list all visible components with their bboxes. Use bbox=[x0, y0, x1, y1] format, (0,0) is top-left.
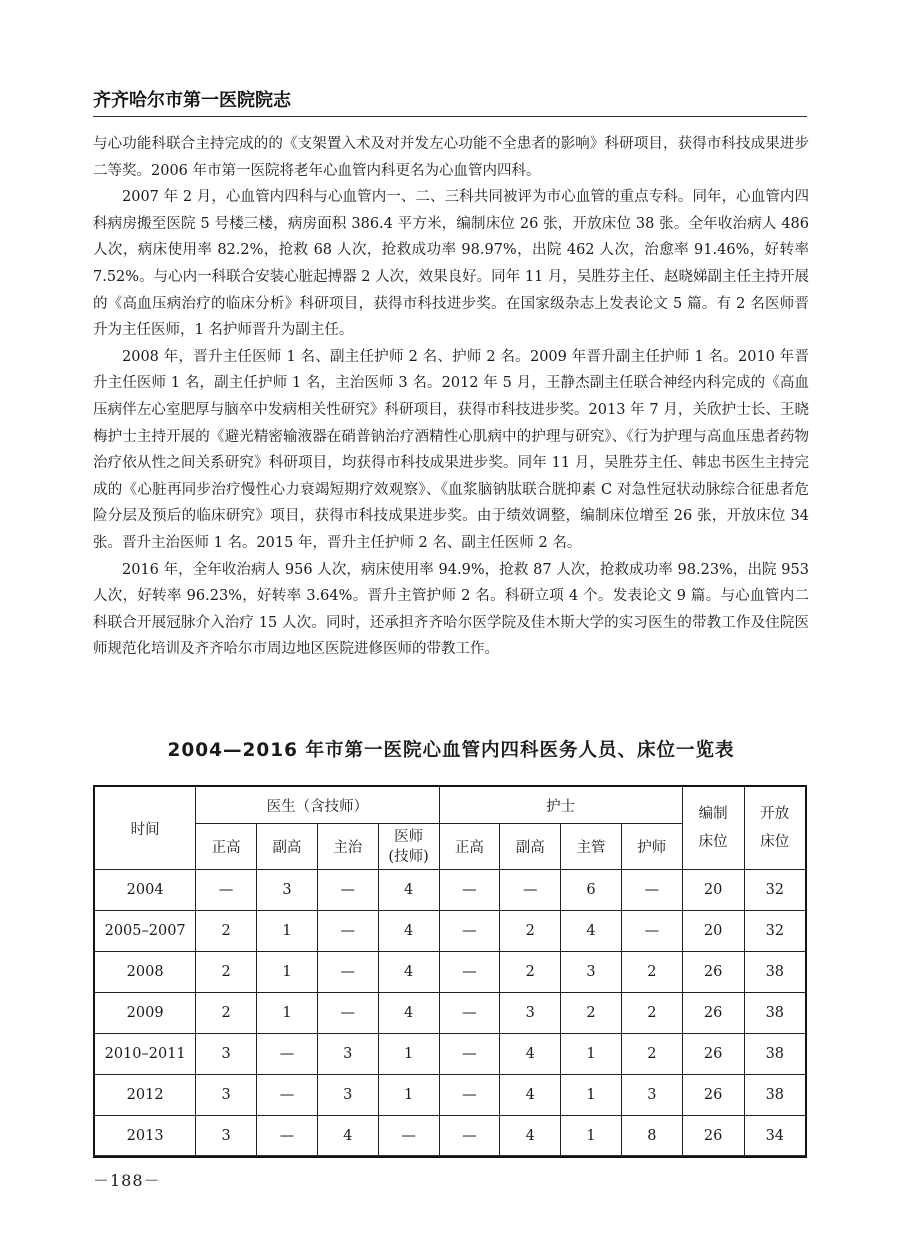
value-cell: — bbox=[439, 1116, 500, 1158]
doctor-col-header: 主治 bbox=[317, 824, 378, 870]
value-cell: 3 bbox=[317, 1075, 378, 1116]
value-cell: 4 bbox=[500, 1075, 561, 1116]
time-header: 时间 bbox=[94, 786, 196, 870]
value-cell: 3 bbox=[317, 1034, 378, 1075]
value-cell: 20 bbox=[682, 911, 744, 952]
doctor-col-header: 副高 bbox=[257, 824, 318, 870]
value-cell: 34 bbox=[744, 1116, 806, 1158]
planned-beds-header bbox=[682, 786, 744, 870]
value-cell: 3 bbox=[196, 1034, 257, 1075]
value-cell: 6 bbox=[561, 870, 622, 911]
value-cell: 26 bbox=[682, 952, 744, 993]
table-row bbox=[94, 993, 806, 1034]
value-cell: — bbox=[439, 1034, 500, 1075]
year-cell: 2010–2011 bbox=[94, 1034, 196, 1075]
year-cell: 2009 bbox=[94, 993, 196, 1034]
table-title: 2004—2016 年市第一医院心血管内四科医务人员、床位一览表 bbox=[167, 740, 735, 761]
footer-rule bbox=[93, 1155, 807, 1156]
nurse-col-header: 主管 bbox=[561, 824, 622, 870]
value-cell: 4 bbox=[378, 993, 439, 1034]
value-cell: 3 bbox=[196, 1116, 257, 1158]
open-beds-label: 开放床位 bbox=[760, 806, 790, 850]
value-cell: — bbox=[378, 1116, 439, 1158]
value-cell: 26 bbox=[682, 1034, 744, 1075]
value-cell: 38 bbox=[744, 1034, 806, 1075]
value-cell: — bbox=[317, 870, 378, 911]
table-row bbox=[94, 1034, 806, 1075]
body-text bbox=[93, 131, 809, 663]
value-cell: — bbox=[621, 911, 682, 952]
value-cell: 1 bbox=[257, 911, 318, 952]
value-cell: 2 bbox=[196, 911, 257, 952]
book-title: 齐齐哈尔市第一医院院志 bbox=[93, 90, 291, 111]
value-cell: 4 bbox=[561, 911, 622, 952]
value-cell: 1 bbox=[561, 1116, 622, 1158]
table-row bbox=[94, 1075, 806, 1116]
year-cell: 2012 bbox=[94, 1075, 196, 1116]
value-cell: 4 bbox=[378, 952, 439, 993]
value-cell: 4 bbox=[317, 1116, 378, 1158]
value-cell: — bbox=[257, 1034, 318, 1075]
value-cell: 2 bbox=[500, 911, 561, 952]
value-cell: 2 bbox=[621, 1034, 682, 1075]
value-cell: 20 bbox=[682, 870, 744, 911]
year-cell: 2005–2007 bbox=[94, 911, 196, 952]
doctor-col-header: 医师(技师) bbox=[378, 824, 439, 870]
value-cell: 32 bbox=[744, 911, 806, 952]
paragraph: 2016 年，全年收治病人 956 人次，病床使用率 94.9%，抢救 87 人次，抢救成功率 98.23%，出院 953 人次，好转率 96.23%，好转率 3.64%。晋升主管护师 2 名。科研立项 4 个。发表论文 9 篇。与心血管内二科联合开展冠脉介入治疗 15 人次。同时，还承担齐齐哈尔医学院及佳木斯大学的实习医生的带教工作及住院医师规范化培训及齐齐哈尔市周边地区医院进修医师的带教工作。 bbox=[93, 561, 809, 658]
value-cell: 38 bbox=[744, 952, 806, 993]
year-cell: 2008 bbox=[94, 952, 196, 993]
value-cell: 26 bbox=[682, 1116, 744, 1158]
value-cell: 1 bbox=[378, 1075, 439, 1116]
value-cell: 2 bbox=[621, 952, 682, 993]
planned-beds-label: 编制床位 bbox=[698, 806, 728, 850]
paragraph: 2008 年，晋升主任医师 1 名、副主任护师 2 名、护师 2 名。2009 年晋升副主任护师 1 名。2010 年晋升主任医师 1 名，副主任护师 1 名，主治医师 3 名。2012 年 5 月，王静杰副主任联合神经内科完成的《高血压病伴左心室肥厚与脑卒中发病相关性研究》科研项目，获得市科技进步奖。2013 年 7 月，关欣护士长、王晓梅护士主持开展的《避光精密输液器在硝普钠治疗酒精性心肌病中的护理与研究》、《行为护理与高血压患者药物治疗依从性之间关系研究》科研项目，均获得市科技成果进步奖。同年 11 月，吴胜芬主任、韩忠书医生主持完成的《心脏再同步治疗慢性心力衰竭短期疗效观察》、《血浆脑钠肽联合胱抑素 C 对急性冠状动脉综合征患者危险分层及预后的临床研究》项目，获得市科技成果进步奖。由于绩效调整，编制床位增至 26 张，开放床位 34 张。晋升主治医师 1 名。2015 年，晋升主任护师 2 名、副主任医师 2 名。 bbox=[93, 348, 809, 551]
value-cell: 32 bbox=[744, 870, 806, 911]
value-cell: — bbox=[439, 911, 500, 952]
value-cell: 26 bbox=[682, 993, 744, 1034]
table-body bbox=[94, 870, 806, 1158]
value-cell: 2 bbox=[561, 993, 622, 1034]
value-cell: 3 bbox=[196, 1075, 257, 1116]
value-cell: 1 bbox=[561, 1034, 622, 1075]
table-row bbox=[94, 952, 806, 993]
value-cell: 1 bbox=[257, 952, 318, 993]
nurse-col-header: 副高 bbox=[500, 824, 561, 870]
value-cell: — bbox=[500, 870, 561, 911]
value-cell: 4 bbox=[378, 870, 439, 911]
nurse-col-header: 护师 bbox=[621, 824, 682, 870]
paragraph: 与心功能科联合主持完成的的《支架置入术及对并发左心功能不全患者的影响》科研项目，获得市科技成果进步二等奖。2006 年市第一医院将老年心血管内科更名为心血管内四科。 bbox=[93, 136, 809, 179]
value-cell: 4 bbox=[500, 1034, 561, 1075]
running-header bbox=[93, 86, 807, 117]
value-cell: — bbox=[621, 870, 682, 911]
value-cell: 2 bbox=[196, 952, 257, 993]
value-cell: — bbox=[439, 870, 500, 911]
table-row bbox=[94, 870, 806, 911]
value-cell: — bbox=[196, 870, 257, 911]
value-cell: 38 bbox=[744, 993, 806, 1034]
table-row bbox=[94, 1116, 806, 1158]
value-cell: — bbox=[317, 911, 378, 952]
table-row bbox=[94, 911, 806, 952]
staff-bed-table bbox=[93, 785, 807, 1158]
value-cell: 3 bbox=[257, 870, 318, 911]
value-cell: — bbox=[439, 952, 500, 993]
value-cell: — bbox=[439, 993, 500, 1034]
nurse-col-header: 正高 bbox=[439, 824, 500, 870]
value-cell: — bbox=[317, 952, 378, 993]
nurse-group-header: 护士 bbox=[439, 786, 682, 824]
paragraph: 2007 年 2 月，心血管内四科与心血管内一、二、三科共同被评为市心血管的重点专科。同年，心血管内四科病房搬至医院 5 号楼三楼，病房面积 386.4 平方米，编制床位 26 张，开放床位 38 张。全年收治病人 486 人次，病床使用率 82.2%，抢救 68 人次，抢救成功率 98.97%，出院 462 人次，治愈率 91.46%，好转率 7.52%。与心内一科联合安装心脏起搏器 2 人次，效果良好。同年 11 月，吴胜芬主任、赵晓娣副主任主持开展的《高血压病治疗的临床分析》科研项目，获得市科技进步奖。在国家级杂志上发表论文 5 篇。有 2 名医师晋升为主任医师，1 名护师晋升为副主任。 bbox=[93, 189, 809, 339]
year-cell: 2004 bbox=[94, 870, 196, 911]
value-cell: 3 bbox=[500, 993, 561, 1034]
value-cell: 1 bbox=[561, 1075, 622, 1116]
year-cell: 2013 bbox=[94, 1116, 196, 1158]
value-cell: 26 bbox=[682, 1075, 744, 1116]
doctor-group-header: 医生（含技师） bbox=[196, 786, 439, 824]
value-cell: 3 bbox=[621, 1075, 682, 1116]
value-cell: — bbox=[257, 1116, 318, 1158]
doctor-col-header: 正高 bbox=[196, 824, 257, 870]
value-cell: 8 bbox=[621, 1116, 682, 1158]
value-cell: — bbox=[439, 1075, 500, 1116]
value-cell: 38 bbox=[744, 1075, 806, 1116]
value-cell: 4 bbox=[378, 911, 439, 952]
value-cell: 2 bbox=[500, 952, 561, 993]
value-cell: 4 bbox=[500, 1116, 561, 1158]
open-beds-header bbox=[744, 786, 806, 870]
value-cell: 1 bbox=[378, 1034, 439, 1075]
value-cell: 2 bbox=[196, 993, 257, 1034]
value-cell: 2 bbox=[621, 993, 682, 1034]
value-cell: — bbox=[317, 993, 378, 1034]
page-number: －188－ bbox=[93, 1171, 161, 1190]
value-cell: 1 bbox=[257, 993, 318, 1034]
value-cell: — bbox=[257, 1075, 318, 1116]
value-cell: 3 bbox=[561, 952, 622, 993]
